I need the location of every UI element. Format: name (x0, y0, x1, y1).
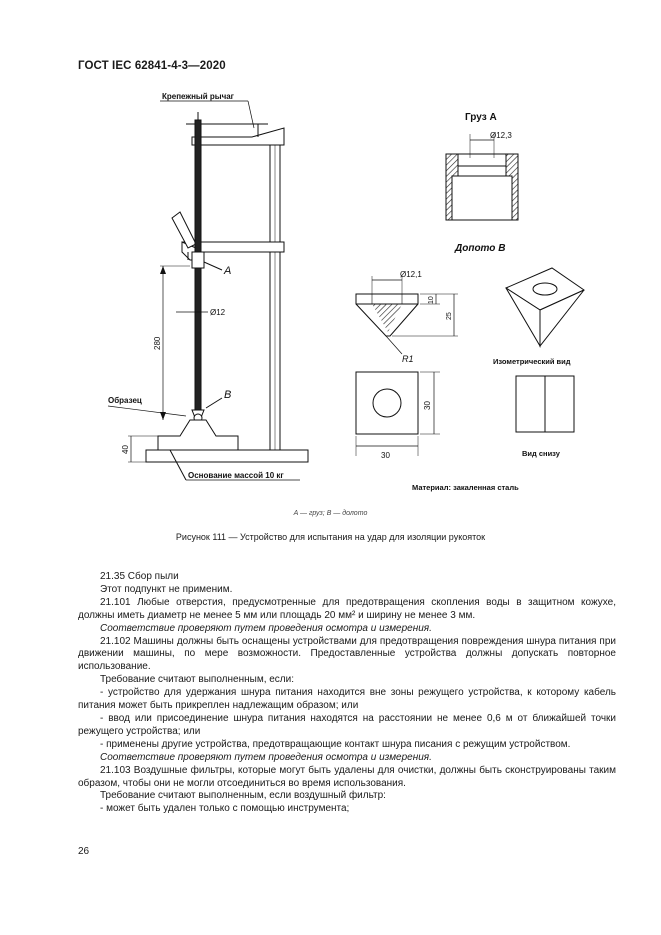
label-dia12-1: Ø12,1 (400, 270, 422, 279)
label-gruz-title: Груз A (465, 112, 497, 123)
label-chisel-b: B (224, 389, 232, 401)
label-dim40: 40 (121, 445, 130, 454)
list-item: - устройство для удержания шнура питания находится вне зоны режущего устройства, к которому кабель питания может быть прикреплен надлежащим образом; или (78, 687, 616, 712)
paragraph: Требование считают выполненным, если воздушный фильтр: (100, 790, 386, 802)
label-dia12-3: Ø12,3 (490, 131, 512, 140)
label-r1: R1 (402, 354, 414, 364)
label-dia12: Ø12 (210, 308, 226, 317)
figure-legend: A — груз; B — долото (293, 510, 368, 517)
label-dopoto-title: Допото B (455, 243, 506, 254)
compliance-note: Соответствие проверяют путем проведения осмотра и измерения. (100, 622, 432, 634)
paragraph: 21.101 Любые отверстия, предусмотренные для предотвращения скопления воды в защитном кожухе, должны иметь диаметр не менее 5 мм или площадь 20 мм² и ширину не менее 3 мм. (78, 596, 616, 621)
label-dim30-height: 30 (423, 401, 432, 410)
paragraph: Требование считают выполненным, если: (100, 674, 295, 686)
paragraph: 21.103 Воздушные фильтры, которые могут быть удалены для очистки, должны быть сконструированы таким образом, чтобы они не могли отсоединиться во время использования. (78, 764, 616, 789)
label-base: Основание массой 10 кг (188, 471, 284, 480)
label-iso-view: Изометрический вид (493, 357, 571, 366)
label-dim280: 280 (153, 336, 162, 350)
list-item: - применены другие устройства, предотвращающие контакт шнура писания с режущим устройством. (100, 738, 571, 750)
weight-a-detail (446, 134, 518, 220)
page-number: 26 (78, 846, 90, 857)
list-item: - может быть удален только с помощью инструмента; (100, 803, 350, 815)
label-material: Материал: закаленная сталь (412, 483, 519, 492)
paragraph: 21.102 Машины должны быть оснащены устройствами для предотвращения повреждения шнура питания при движении машины, по мере возможности. Предоставленные устройства должны допускать повторное использование. (78, 635, 616, 673)
figure-caption: Рисунок 111 — Устройство для испытания на удар для изоляции рукояток (175, 532, 486, 542)
paragraph: Этот подпункт не применим. (100, 583, 233, 595)
document-id: ГОСТ IEC 62841-4-3—2020 (78, 60, 226, 72)
test-apparatus (108, 101, 308, 480)
list-item: - ввод или присоединение шнура питания находятся на расстоянии не менее 0,6 м от ближайшей точки режущего устройства; или (78, 712, 616, 737)
label-dim30-width: 30 (381, 451, 390, 460)
label-bottom-view: Вид снизу (522, 449, 560, 458)
specimen (158, 420, 238, 450)
base-block (146, 450, 308, 462)
label-weight-a: A (224, 265, 232, 277)
label-lever: Крепежный рычаг (162, 92, 235, 101)
label-sample: Образец (108, 396, 142, 405)
clause-heading: 21.35 Сбор пыли (100, 571, 179, 582)
body-text (78, 571, 616, 816)
top-lever (192, 128, 284, 145)
label-dim10: 10 (428, 296, 435, 304)
label-dim25: 25 (446, 312, 453, 320)
compliance-note: Соответствие проверяют путем проведения осмотра и измерения. (100, 751, 432, 763)
